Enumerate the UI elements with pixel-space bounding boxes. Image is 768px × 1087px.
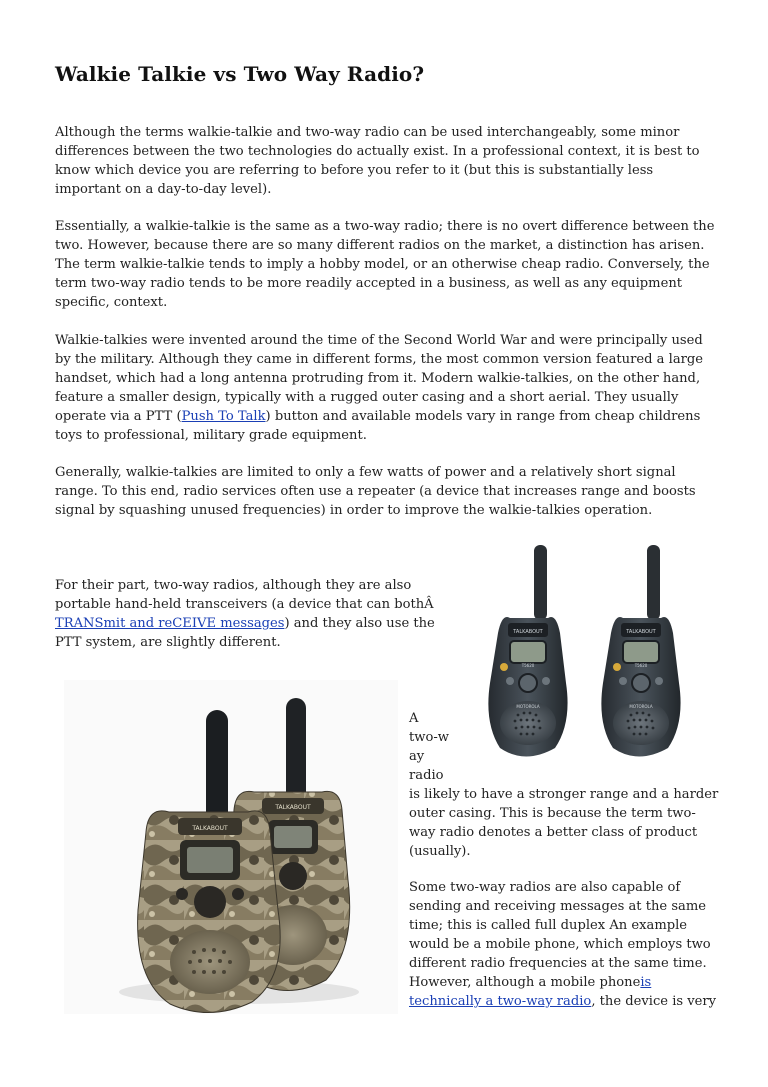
lead-word-4: radio (409, 768, 444, 783)
paragraph-essentially: Essentially, a walkie-talkie is the same as a two-way radio; there is no overt difference between the two. However, because there are so many different radios on the market, a distinction has arisen. The term walkie-talkie tends to imply a hobby model, or an otherwise cheap radio. Conversely, the term two-way radio tends to be more readily accepted in a business, as well as any equipment specific, context. (55, 219, 715, 310)
paragraph-full-duplex-text: Some two-way radios are also capable of sending and receiving messages at the same time; this is called full duplex An example would be a mobile phone, which employs two different radio frequencies at the same time. However, although a mobile phone (409, 880, 711, 990)
paragraph-two-way-text-end: ) and they also use the PTT system, are slightly different. (55, 616, 435, 650)
camo-radios-image (64, 680, 398, 1014)
paragraph-history (55, 331, 715, 445)
paragraph-two-way (55, 576, 450, 652)
paragraph-full-duplex-text-end: , the device is very (591, 994, 717, 1009)
radio-logo-left: MOTOROLA (516, 704, 540, 709)
transmit-receive-link[interactable]: TRANSmit and reCEIVE messages (55, 616, 285, 631)
paragraph-full-duplex (409, 878, 719, 1011)
radio-right (601, 545, 680, 757)
paragraph-history-text-end: ) button and available models vary in range from cheap childrens toys to professional, military grade equipment. (55, 409, 701, 443)
paragraph-two-way-text: For their part, two-way radios, although they are also portable hand-held transceivers (a device that can bothÂ (55, 578, 434, 612)
radio-logo-right: MOTOROLA (629, 704, 653, 709)
radio-model-left: T5620 (521, 663, 535, 668)
camo-brand-front: TALKABOUT (192, 825, 228, 832)
two-way-radio-link[interactable]: is technically a two-way radio (409, 975, 652, 1009)
camo-brand-back: TALKABOUT (275, 804, 311, 811)
paragraph-two-way-radio: is likely to have a stronger range and a harder outer casing. This is because the term two-way radio denotes a better class of product (usually). (409, 787, 719, 859)
paragraph-limits: Generally, walkie-talkies are limited to only a few watts of power and a relatively short signal range. To this end, radio services often use a repeater (a device that increases range and boosts signal by squashing unused frequencies) in order to improve the walkie-talkies operation. (55, 465, 696, 518)
radio-model-right: T5620 (634, 663, 648, 668)
paragraph-intro: Although the terms walkie-talkie and two-way radio can be used interchangeably, some minor differences between the two technologies do actually exist. In a professional context, it is best to know which device you are referring to before you refer to it (but this is substantially less important on a day-to-day level). (55, 125, 700, 197)
lead-word-3: ay (409, 749, 425, 764)
motorola-radios-image (470, 543, 700, 765)
radio-brand-left: TALKABOUT (513, 629, 543, 635)
lead-word-2: two-w (409, 730, 449, 745)
paragraph-history-text: Walkie-talkies were invented around the time of the Second World War and were principally used by the military. Although they came in different forms, the most common version featured a large handset, which had a long antenna protruding from it. Modern walkie-talkies, on the other hand, feature a smaller design, typically with a rugged outer casing and a short aerial. They usually operate via a PTT ( (55, 333, 704, 424)
radio-left (488, 545, 567, 757)
page-title: Walkie Talkie vs Two Way Radio? (55, 62, 425, 86)
push-to-talk-link[interactable]: Push To Talk (181, 409, 266, 424)
lead-word-1: A (409, 711, 419, 726)
radio-brand-right: TALKABOUT (626, 629, 656, 635)
paragraph-two-way-radio-lead (409, 709, 471, 785)
